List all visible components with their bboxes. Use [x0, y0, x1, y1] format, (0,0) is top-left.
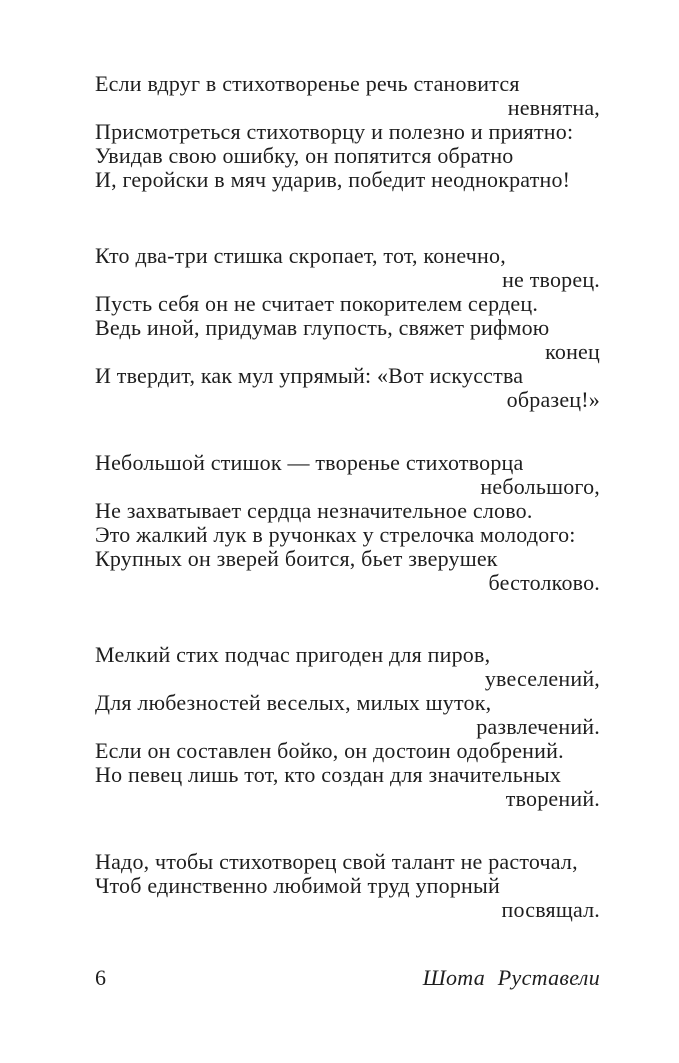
stanza-3 [95, 451, 600, 595]
poem-line: Но певец лишь тот, кто создан для значительных [95, 762, 562, 787]
poem-line-continuation: развлечений. [476, 714, 600, 739]
poem-line: И, геройски в мяч ударив, победит неоднократно! [95, 167, 571, 192]
poem-line: Если он составлен бойко, он достоин одобрений. [95, 738, 564, 763]
running-title: Шота Руставели [422, 965, 600, 990]
poem-line-continuation: увеселений, [484, 666, 600, 691]
poem-line-continuation: не творец. [502, 267, 600, 292]
poem-line: Крупных он зверей боится, бьет зверушек [95, 546, 498, 571]
poem-line: Надо, чтобы стихотворец свой талант не расточал, [95, 849, 578, 874]
stanza-2 [95, 244, 600, 412]
poem-line: Увидав свою ошибку, он попятится обратно [95, 143, 514, 168]
poem-line: Чтоб единственно любимой труд упорный [95, 873, 500, 898]
poem-line-continuation: небольшого, [480, 474, 600, 499]
poem-line: Ведь иной, придумав глупость, свяжет рифмою [95, 315, 550, 340]
poem-line: Кто два-три стишка скропает, тот, конечно, [95, 243, 506, 268]
poem-line: Присмотреться стихотворцу и полезно и приятно: [95, 119, 574, 144]
poem-line: И твердит, как мул упрямый: «Вот искусства [95, 363, 524, 388]
poem-line: Это жалкий лук в ручонках у стрелочка молодого: [95, 522, 576, 547]
page-number: 6 [95, 965, 106, 990]
poem-line: Для любезностей веселых, милых шуток, [95, 690, 492, 715]
stanza-4 [95, 643, 600, 811]
poem-line-continuation: бестолково. [488, 570, 600, 595]
stanza-5 [95, 850, 600, 922]
poem-line-continuation: невнятна, [507, 95, 600, 120]
poem-line: Если вдруг в стихотворенье речь становится [95, 71, 520, 96]
poem-line: Пусть себя он не считает покорителем сердец. [95, 291, 539, 316]
poem-line-continuation: конец [545, 339, 600, 364]
poem-line-continuation: творений. [505, 786, 600, 811]
poem-line: Небольшой стишок — творенье стихотворца [95, 450, 524, 475]
poem-line-continuation: посвящал. [501, 897, 600, 922]
poem-line: Не захватывает сердца незначительное слово. [95, 498, 533, 523]
page-footer [0, 966, 679, 990]
stanza-1 [95, 72, 600, 192]
poem-line-continuation: образец!» [506, 387, 600, 412]
poem-line: Мелкий стих подчас пригоден для пиров, [95, 642, 491, 667]
